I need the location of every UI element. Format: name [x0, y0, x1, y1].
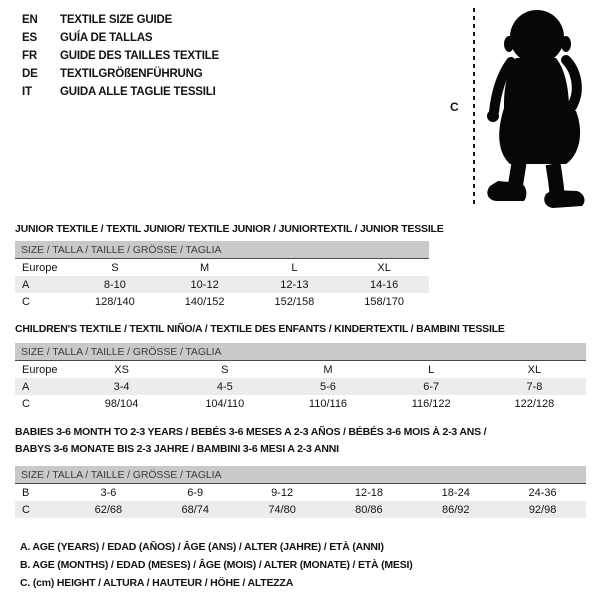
value-cell: 92/98: [528, 503, 557, 516]
table-title-line: JUNIOR TEXTILE / TEXTIL JUNIOR/ TEXTILE JUNIOR / JUNIORTEXTIL / JUNIOR TESSILE: [15, 223, 444, 235]
value-cell: 80/86: [355, 503, 383, 516]
note-b: B. AGE (MONTHS) / EDAD (MESES) / ÂGE (MOIS) / ALTER (MONATE) / ETÀ (MESI): [20, 559, 413, 571]
value-cell: 24-36: [528, 486, 557, 499]
value-cell: 140/152: [184, 295, 225, 308]
value-cell: 74/80: [268, 503, 296, 516]
size-cell: XL: [377, 261, 391, 274]
value-cell: 12-18: [354, 486, 383, 499]
language-row: [22, 29, 219, 47]
lang-title-fr: GUIDE DES TAILLES TEXTILE: [60, 50, 219, 62]
language-row: [22, 11, 219, 29]
size-cell: M: [323, 363, 333, 376]
table-row: [15, 276, 429, 293]
value-cell: 158/170: [364, 295, 404, 308]
junior-table-title: [15, 221, 444, 238]
size-cell: S: [221, 363, 229, 376]
lang-title-it: GUIDA ALLE TAGLIE TESSILI: [60, 86, 216, 98]
lang-code-it: IT: [22, 86, 32, 98]
value-cell: 98/104: [104, 397, 139, 410]
size-header-bar: SIZE / TALLA / TAILLE / GRÖSSE / TAGLIA: [15, 343, 586, 361]
value-cell: 5-6: [320, 380, 336, 393]
value-cell: 14-16: [370, 278, 399, 291]
table-row: [15, 259, 429, 276]
lang-code-en: EN: [22, 14, 38, 26]
value-cell: 10-12: [190, 278, 219, 291]
row-label: A: [22, 278, 30, 291]
value-cell: 116/122: [411, 397, 451, 410]
size-cell: XL: [527, 363, 542, 376]
value-cell: 7-8: [526, 380, 543, 393]
children-table: [15, 321, 586, 412]
row-label: Europe: [22, 363, 58, 376]
value-cell: 152/158: [274, 295, 315, 308]
size-header-bar: SIZE / TALLA / TAILLE / GRÖSSE / TAGLIA: [15, 466, 586, 484]
lang-code-es: ES: [22, 32, 37, 44]
height-dashed-line: [473, 8, 475, 207]
row-label: C: [22, 503, 30, 516]
table-row: [15, 395, 586, 412]
row-label: B: [22, 486, 30, 499]
value-cell: 3-6: [100, 486, 117, 499]
lang-code-de: DE: [22, 68, 38, 80]
value-cell: 4-5: [216, 380, 233, 393]
table-title-line: BABYS 3-6 MONATE BIS 2-3 JAHRE / BAMBINI 3-6 MESI A 2-3 ANNI: [15, 443, 339, 455]
babies-table: [15, 424, 586, 518]
size-cell: L: [291, 261, 298, 274]
table-row: [15, 378, 586, 395]
value-cell: 6-7: [423, 380, 440, 393]
row-label: A: [22, 380, 30, 393]
note-c: C. (cm) HEIGHT / ALTURA / HAUTEUR / HÖHE / ALTEZZA: [20, 577, 294, 589]
value-cell: 128/140: [94, 295, 135, 308]
size-cell: L: [428, 363, 435, 376]
babies-table-title: [15, 424, 586, 458]
children-table-title: [15, 321, 586, 338]
value-cell: 86/92: [441, 503, 470, 516]
language-row: [22, 65, 219, 83]
value-cell: 122/128: [514, 397, 555, 410]
value-cell: 110/116: [308, 397, 348, 410]
lang-title-en: TEXTILE SIZE GUIDE: [60, 14, 173, 26]
legend-notes: [20, 538, 413, 592]
value-cell: 104/110: [205, 397, 245, 410]
language-row: [22, 47, 219, 65]
height-measure-label: C: [450, 100, 459, 114]
value-cell: 6-9: [187, 486, 204, 499]
size-cell: S: [111, 261, 119, 274]
table-row: [15, 484, 586, 501]
table-title-line: BABIES 3-6 MONTH TO 2-3 YEARS / BEBÉS 3-6 MESES A 2-3 AÑOS / BÉBÉS 3-6 MOIS À 2-3 ANS /: [15, 426, 487, 438]
baby-silhouette-icon: [486, 8, 591, 208]
table-row: [15, 293, 429, 310]
row-label: C: [22, 397, 30, 410]
note-a: A. AGE (YEARS) / EDAD (AÑOS) / ÂGE (ANS) / ALTER (JAHRE) / ETÀ (ANNI): [20, 541, 384, 553]
size-cell: XS: [114, 363, 129, 376]
value-cell: 62/68: [94, 503, 123, 516]
table-title-line: CHILDREN'S TEXTILE / TEXTIL NIÑO/A / TEXTILE DES ENFANTS / KINDERTEXTIL / BAMBINI TESSILE: [15, 323, 505, 335]
value-cell: 68/74: [181, 503, 209, 516]
row-label: C: [22, 295, 30, 308]
value-cell: 12-13: [280, 278, 309, 291]
language-row: [22, 83, 219, 101]
row-label: Europe: [22, 261, 58, 274]
table-row: [15, 361, 586, 378]
table-row: [15, 501, 586, 518]
lang-code-fr: FR: [22, 50, 37, 62]
lang-title-de: TEXTILGRÖßENFÜHRUNG: [60, 68, 203, 80]
language-header: [22, 11, 219, 101]
junior-table: [15, 221, 444, 310]
value-cell: 8-10: [103, 278, 126, 291]
value-cell: 9-12: [271, 486, 294, 499]
value-cell: 18-24: [441, 486, 470, 499]
size-cell: M: [200, 261, 210, 274]
size-header-bar: SIZE / TALLA / TAILLE / GRÖSSE / TAGLIA: [15, 241, 429, 259]
value-cell: 3-4: [113, 380, 130, 393]
lang-title-es: GUÍA DE TALLAS: [60, 32, 153, 44]
